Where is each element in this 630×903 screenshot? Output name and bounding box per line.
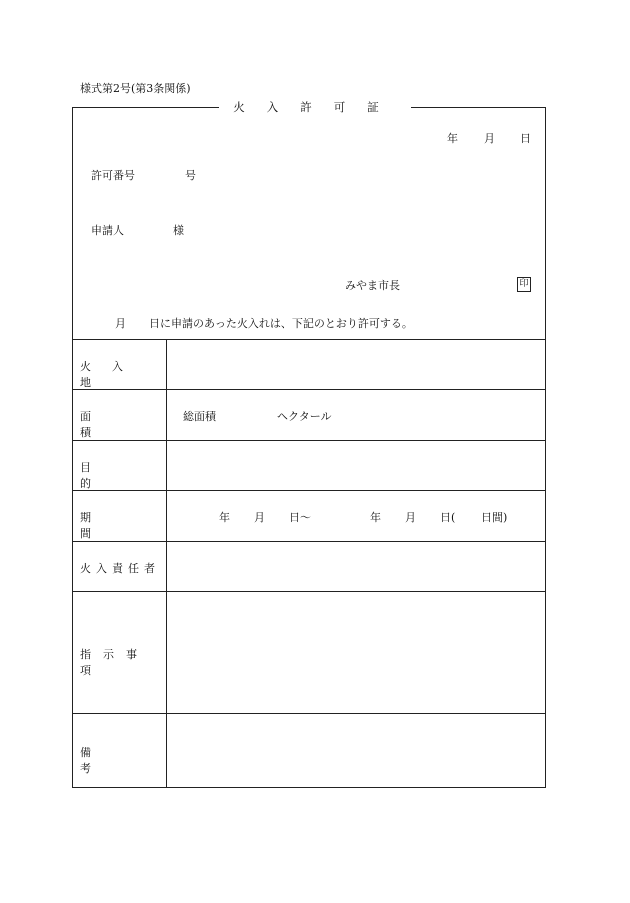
period-start-month: 月 xyxy=(254,511,265,524)
form-number-label: 様式第2号(第3条関係) xyxy=(80,82,191,95)
date-month: 月 xyxy=(484,132,495,145)
period-start-year: 年 xyxy=(219,511,230,524)
row-label-text: 面積 xyxy=(80,410,151,439)
period-end-year: 年 xyxy=(370,511,381,524)
applicant-suffix: 様 xyxy=(173,224,184,237)
statement-text: 日に申請のあった火入れは、下記のとおり許可する。 xyxy=(149,317,413,330)
area-unit: ヘクタール xyxy=(277,410,332,423)
permit-form-frame xyxy=(72,107,546,788)
seal-mark: 印 xyxy=(517,277,531,292)
date-day: 日 xyxy=(520,132,531,145)
period-end-day: 日( xyxy=(440,511,456,524)
row-label-purpose xyxy=(80,459,160,491)
document-title-text: 火入許可証 xyxy=(219,100,411,114)
row-label-period xyxy=(80,509,160,541)
row-label-responsible xyxy=(80,560,160,576)
permit-number-label: 許可番号 xyxy=(91,169,135,182)
period-end-month: 月 xyxy=(405,511,416,524)
row-label-area xyxy=(80,408,160,440)
permit-number-suffix: 号 xyxy=(185,169,196,182)
period-start-day: 日～ xyxy=(289,511,311,524)
document-title xyxy=(0,99,630,115)
period-days: 日間) xyxy=(481,511,508,524)
row-label-text: 期間 xyxy=(80,511,151,540)
issuer-name: みやま市長 xyxy=(345,279,400,292)
row-label-text: 火入地 xyxy=(80,360,144,389)
date-year: 年 xyxy=(447,132,458,145)
applicant-label: 申請人 xyxy=(91,224,124,237)
row-label-text: 火入責任者 xyxy=(80,562,160,575)
row-label-text: 目的 xyxy=(80,461,151,490)
area-total-label: 総面積 xyxy=(183,410,216,423)
row-label-burn-site xyxy=(80,358,160,390)
statement-month: 月 xyxy=(115,317,126,330)
row-label-text: 備考 xyxy=(80,746,151,775)
row-label-instructions xyxy=(80,646,160,678)
row-label-text: 指示事項 xyxy=(80,648,149,677)
row-label-remarks xyxy=(80,744,160,776)
